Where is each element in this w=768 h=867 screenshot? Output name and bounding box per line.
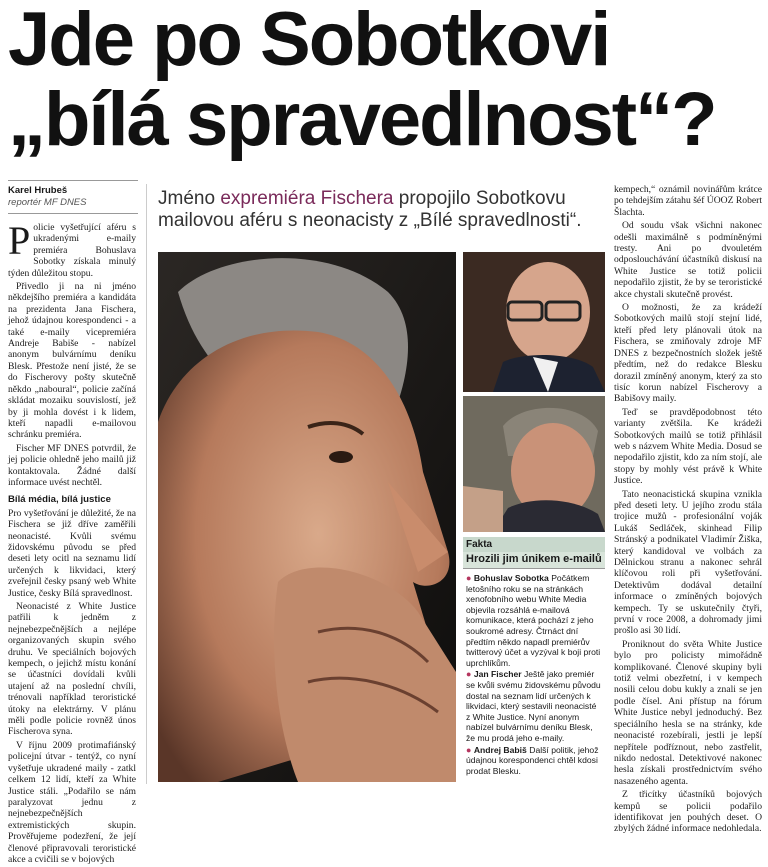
headline-line-2: „bílá spravedlnost“? <box>8 77 716 162</box>
fakta-tag: Fakta <box>463 537 605 552</box>
lead-text: Jméno expremiéra Fischera propojilo Sobotkovu mailovou aféru s neonacisty z „Bílé spravedlnosti“. <box>158 188 582 231</box>
fakta-item: ● Andrej Babiš Další politik, jehož údajnou korespondenci chtěl kdosi prodat Blesku. <box>466 744 599 776</box>
paragraph-6: V říjnu 2009 protimafiánský policejní útvar - tentýž, co nyní vyšetřuje ukradené maily - zatkl celkem 12 lidí, kteří za White Justice stáli. „Podařilo se nám paralyzovat jednu z nejnebezpečnějších extremistických skupin. Prověřujeme podezření, že její členové připravovali teroristické akce a cvičili se v bojových <box>8 739 136 865</box>
paragraph-11: Tato neonacistická skupina vznikla před deseti lety. U jejího zrodu stála trojice mužů - profesionální voják Lukáš Sedláček, skinhead Filip Stránský a podnikatel Vladimír Žiška, který kandidoval ve volbách za Dělnickou stranu a nakonec sehrál klíčovou roli při vyšetřování. Detektivům dodával detailní informace o zmíněných bojových kempech. Ty se uskutečnily čtyři, první v roce 2008, a dohromady jimi prošlo asi 30 lidí. <box>614 488 762 637</box>
sobotka-photo <box>463 252 605 392</box>
byline-rule <box>8 180 138 181</box>
paragraph-2: Přivedlo ji na ni jméno někdejšího premiéra a kandidáta na prezidenta Jana Fischera, jehož údajnou korespondenci - a také e-maily vicepremiéra Andreje Babiše - nabízel anonym bulvárnímu deníku Blesk. Přestože není jisté, že se do Fischerovy pošty skutečně někdo „naboural“, policie začíná skládat mozaiku souvislostí, jež by ji mohla dovést i k lidem, kteří napadli e-mailovou schránku premiéra. <box>8 281 136 441</box>
paragraph-13: Z třicítky účastníků bojových kempů se policii podařilo identifikovat jen pouhých deset. O zbylých žádné informace nedohledala. <box>614 789 762 835</box>
fakta-box <box>463 537 605 781</box>
fakta-item: ● Bohuslav Sobotka Počátkem letošního roku se na stránkách xenofobního webu White Media objevila rozsáhlá e-mailová komunikace, která pochází z jeho soukromé adresy. Čtrnáct dní předtím někdo napadl premiérův twitterový účet a vyzýval k boji proti uprchlíkům. <box>466 573 601 668</box>
fakta-title: Hrozili jim únikem e-mailů <box>463 552 605 569</box>
paragraph-1: Policie vyšetřující aféru s ukradenými e-maily premiéra Bohuslava Sobotky získala minulý týden důležitou stopu. <box>8 218 136 279</box>
fakta-body <box>463 569 605 781</box>
fischer-portrait-photo <box>158 252 456 782</box>
paragraph-3: Fischer MF DNES potvrdil, že jej policie ohledně jeho mailů již kontaktovala. Žádné další informace uvést nechtěl. <box>8 442 136 488</box>
paragraph-4: Pro vyšetřování je důležité, že na Fischera se již dříve zaměřili neonacisté. Kvůli svému židovskému původu se před deseti lety ocitl na seznamu lidí určených k likvidaci, který zveřejnil česky psaný web White Justice, česky Bílá spravedlnost. <box>8 507 136 599</box>
fakta-item: ● Jan Fischer Ještě jako premiér se kvůli svému židovskému původu dostal na seznam lidí určených k likvidaci, který sestavili neonacisté z White Justice. Nyní anonym nabízel bulvárnímu deníku Blesk, že mu prodá jeho e-maily. <box>466 669 601 743</box>
bullet-icon: ● <box>466 573 472 583</box>
bullet-icon: ● <box>466 744 472 755</box>
byline-bottom-rule <box>8 213 138 214</box>
lead-highlight: expremiéra Fischera <box>220 188 394 209</box>
bullet-icon: ● <box>466 669 472 680</box>
paragraph-5: Neonacisté z White Justice patřili k jedněm z nejnebezpečnějších a nejlépe organizovaných skupin svého druhu. Ve speciálních bojových kempech, o jejichž místu konání se účastníci dovídali kvůli utajení až na poslední chvíli, trénovali například teroristické útoky na elektrárny. V plánu měli podle policie rovněž únos Fischerova syna. <box>8 601 136 738</box>
byline <box>8 185 138 209</box>
article-column-1 <box>8 218 136 867</box>
headline-line-1: Jde po Sobotkovi <box>8 0 610 82</box>
paragraph-7: kempech,“ oznámil novinářům krátce po tehdejším zátahu šéf ÚOOZ Robert Šlachta. <box>614 184 762 218</box>
author-role: reportér MF DNES <box>8 197 87 208</box>
paragraph-10: Teď se pravděpodobnost této varianty zvětšila. Ke krádeži Sobotkových mailů se totiž přihlásil web s názvem White Media. Dosud se nepodařilo zjistit, kdo za ním stojí, ale stopy by mohly vést právě k White Justice. <box>614 406 762 487</box>
column-divider <box>146 184 147 784</box>
headline <box>8 0 768 160</box>
author-name: Karel Hrubeš <box>8 185 68 196</box>
drop-cap: P <box>8 218 31 263</box>
article-column-3 <box>614 184 762 837</box>
babis-photo <box>463 396 605 532</box>
section-heading: Bílá média, bílá justice <box>8 494 111 506</box>
paragraph-8: Od soudu však všichni nakonec odešli maximálně s podmíněnými tresty. Ani po dvouletém odposlouchávání účastníků diskusí na White Justice se totiž policii nepodařilo zjistit, že by se teroristické akce chystali skutečně provést. <box>614 220 762 300</box>
paragraph-9: O možnosti, že za krádeží Sobotkových mailů stojí stejní lidé, kteří před lety plánovali útok na Fischera, se zmiňovaly zdroje MF DNES z bezpečnostních složek ještě předtím, než do redakce Blesku dorazil zmíněný anonym, který za sto tisíc korun nabízel Fischerovy a Babišovy maily. <box>614 302 762 405</box>
paragraph-12: Proniknout do světa White Justice bylo pro policisty mimořádně komplikované. Členové skupiny byli totiž velmi obezřetní, i v kempech nosili celou dobu kukly a znali se jen podle čísel. Ani přístup na fórum White Justice nebyl jednoduchý. Bez speciálního hesla se na stránky, kde neonacisté rozebírali, jestli je lepší nepřítele podříznout, nebo zastřelit, nikdo nedostal. Detektivové nakonec hesla získali prostřednictvím svého nasazeného agenta. <box>614 638 762 787</box>
